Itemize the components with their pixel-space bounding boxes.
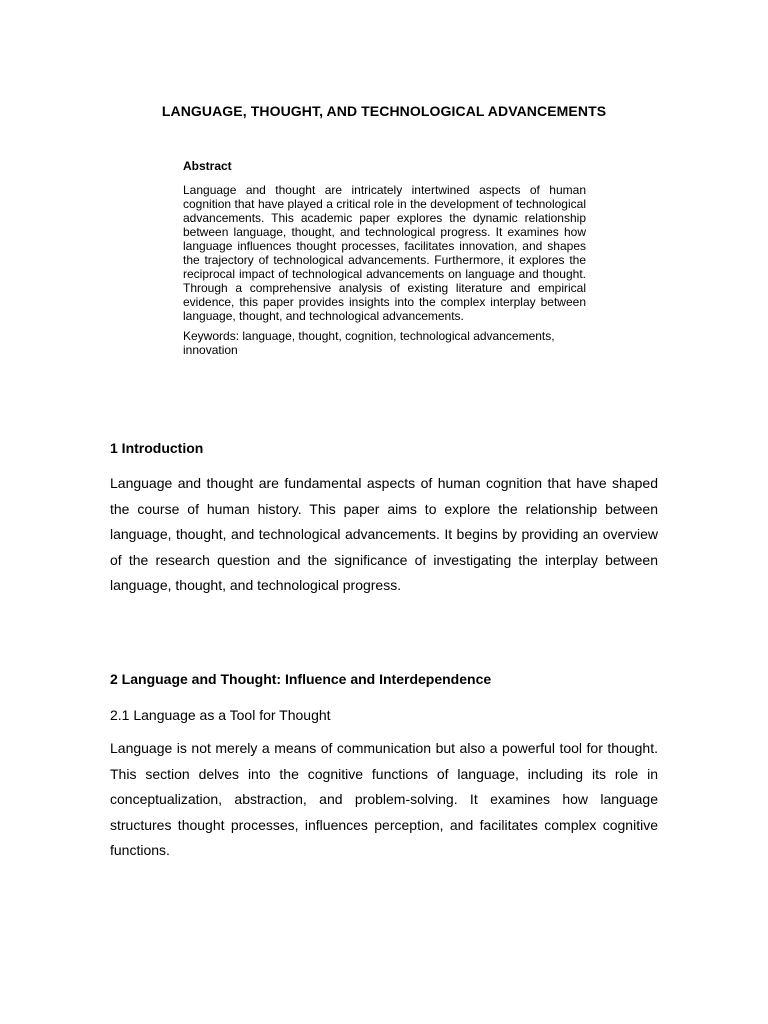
abstract-block (183, 159, 586, 357)
abstract-heading: Abstract (183, 159, 232, 173)
keywords: Keywords: language, thought, cognition, technological advancements, innovation (183, 329, 555, 357)
paper-title: LANGUAGE, THOUGHT, AND TECHNOLOGICAL ADVANCEMENTS (161, 103, 607, 119)
language-tool-paragraph: Language is not merely a means of communication but also a powerful tool for thought. This section delves into the cognitive functions of language, including its role in conceptualization, abstraction, and problem-solving. It examines how language structures thought processes, influences perception, and facilitates complex cognitive functions. (110, 740, 658, 859)
section-heading-introduction: 1 Introduction (110, 440, 204, 456)
abstract-text: Language and thought are intricately intertwined aspects of human cognition that have played a critical role in the development of technological advancements. This academic paper explores the dynamic relationship between language, thought, and technological progress. It examines how language influences thought processes, facilitates innovation, and shapes the trajectory of technological advancements. Furthermore, it explores the reciprocal impact of technological advancements on language and thought. Through a comprehensive analysis of existing literature and empirical evidence, this paper provides insights into the complex interplay between language, thought, and technological advancements. (183, 183, 586, 323)
introduction-paragraph: Language and thought are fundamental aspects of human cognition that have shaped the course of human history. This paper aims to explore the relationship between language, thought, and technological advancements. It begins by providing an overview of the research question and the significance of investigating the interplay between language, thought, and technological progress. (110, 475, 658, 594)
section-heading-language-and-thought: 2 Language and Thought: Influence and Interdependence (110, 671, 492, 687)
subsection-heading-language-as-tool: 2.1 Language as a Tool for Thought (110, 707, 331, 723)
